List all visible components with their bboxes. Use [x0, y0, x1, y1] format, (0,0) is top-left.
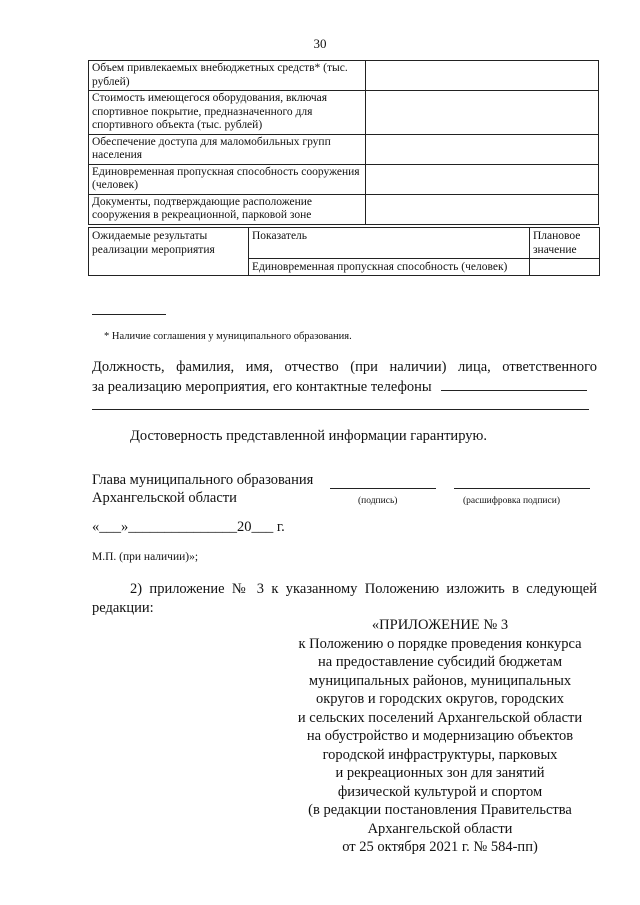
results-table: [88, 227, 600, 276]
criteria-value-cell: [366, 164, 599, 194]
indicator-value: Единовременная пропускная способность (человек): [249, 259, 530, 276]
table-row: [89, 61, 599, 91]
date-line: «___»_______________20___ г.: [92, 519, 285, 535]
table-row: [89, 134, 599, 164]
signature-caption: (подпись): [358, 496, 398, 506]
head-title-line-1: Глава муниципального образования: [92, 472, 314, 488]
criteria-table: [88, 60, 599, 225]
appendix-line: муниципальных районов, муниципальных: [308, 672, 572, 689]
stamp-place: М.П. (при наличии)»;: [92, 551, 199, 563]
appendix-line: от 25 октября 2021 г. № 584-пп): [342, 839, 538, 855]
criteria-label: Единовременная пропускная способность сооружения (человек): [89, 164, 366, 194]
appendix-line: (в редакции постановления Правительства: [308, 802, 572, 818]
appendix-line: и сельских поселений Архангельской области: [297, 709, 583, 726]
page-number: 30: [313, 36, 327, 51]
criteria-value-cell: [366, 194, 599, 224]
guarantee-statement: Достоверность представленной информации гарантирую.: [130, 428, 487, 444]
appendix-line: физической культурой и спортом: [337, 783, 543, 800]
criteria-value-cell: [366, 61, 599, 91]
criteria-label: Документы, подтверждающие расположение сооружения в рекреационной, парковой зоне: [89, 194, 366, 224]
responsible-person-paragraph: [92, 357, 597, 397]
signature-decode-line: [454, 488, 590, 489]
criteria-value-cell: [366, 91, 599, 135]
signature-decode-caption: (расшифровка подписи): [463, 496, 560, 506]
appendix-line: и рекреационных зон для занятий: [335, 765, 545, 781]
head-title-line-2: Архангельской области: [92, 490, 237, 506]
amendment-line-2: редакции:: [92, 600, 154, 616]
results-label: Ожидаемые результаты реализации мероприятия: [89, 228, 249, 276]
signature-line: [330, 488, 436, 489]
contact-blank-line: [92, 409, 589, 410]
criteria-label: Обеспечение доступа для маломобильных групп населения: [89, 134, 366, 164]
footnote-divider: [92, 314, 166, 315]
table-row: [89, 91, 599, 135]
planned-value-cell: [530, 259, 600, 276]
appendix-header: [270, 616, 610, 857]
appendix-line: к Положению о порядке проведения конкурса: [298, 635, 582, 652]
table-row: [89, 194, 599, 224]
appendix-line: «ПРИЛОЖЕНИЕ № 3: [371, 617, 509, 633]
amendment-paragraph: [92, 580, 597, 618]
appendix-line: округов и городских округов, городских: [315, 691, 565, 707]
contact-blank: [441, 390, 587, 391]
table-row: [89, 228, 600, 259]
appendix-line: Архангельской области: [367, 820, 513, 837]
responsible-line-1: Должность, фамилия, имя, отчество (при наличии) лица, ответственного: [92, 359, 597, 375]
criteria-label: Объем привлекаемых внебюджетных средств* (тыс. рублей): [89, 61, 366, 91]
responsible-line-2: за реализацию мероприятия, его контактные телефоны: [92, 379, 432, 395]
criteria-label: Стоимость имеющегося оборудования, включая спортивное покрытие, предназначенного для спортивного объекта (тыс. рублей): [89, 91, 366, 135]
footnote: * Наличие соглашения у муниципального образования.: [104, 331, 352, 342]
table-row: [89, 164, 599, 194]
appendix-line: на обустройство и модернизацию объектов: [306, 728, 574, 744]
amendment-line-1: 2) приложение № 3 к указанному Положению изложить в следующей: [130, 581, 597, 597]
planned-header: Плановое значение: [530, 228, 600, 259]
indicator-header: Показатель: [249, 228, 530, 259]
criteria-value-cell: [366, 134, 599, 164]
appendix-line: городской инфраструктуры, парковых: [322, 746, 558, 763]
appendix-line: на предоставление субсидий бюджетам: [318, 654, 562, 670]
